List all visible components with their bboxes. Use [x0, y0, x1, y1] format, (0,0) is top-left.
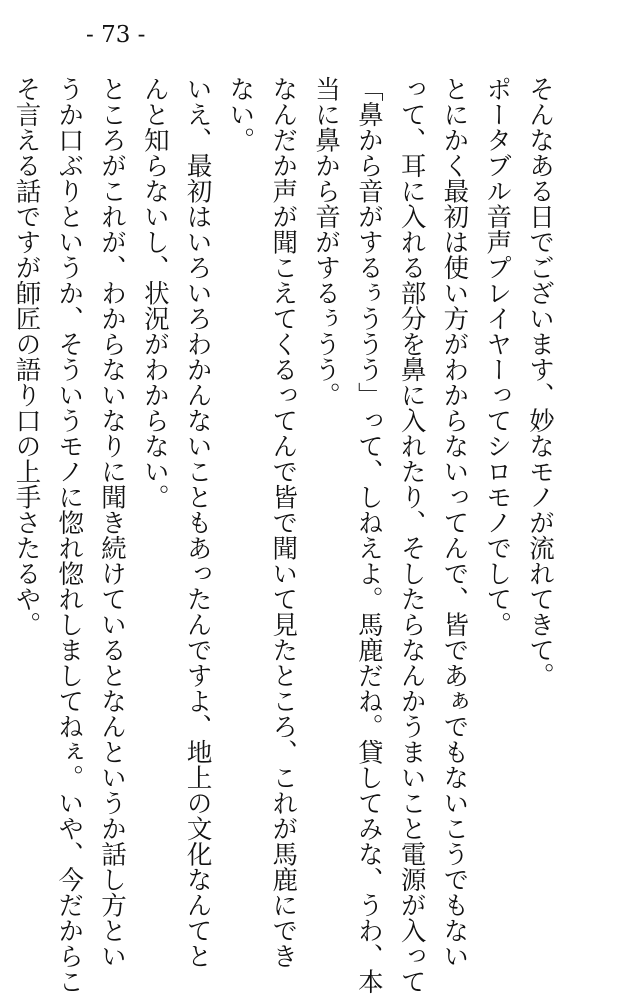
- text-line: んと知らないし、状況がわからない。: [139, 76, 170, 510]
- text-line: いえ、最初はいろいろわかんないこともあったんですよ、地上の文化なんてと: [182, 76, 213, 969]
- text-line: 当に鼻から音がするぅうう。: [311, 76, 342, 408]
- page-number: - 73 -: [86, 22, 146, 48]
- text-line: [0, 76, 5, 886]
- text-line: 「鼻から音がするぅううう」って、しねえよ。馬鹿だね。貸してみな、うわ、本: [353, 76, 384, 994]
- text-line: とにかく最初は使い方がわからないってんで、皆であぁでもないこうでもない: [439, 76, 470, 969]
- text-line: ない。: [225, 76, 256, 153]
- text-line: ポータブル音声プレイヤーってシロモノでして。: [482, 76, 513, 637]
- body-text: [0, 76, 561, 994]
- text-line: なんだか声が聞こえてくるってんで皆で聞いて見たところ、これが馬鹿にでき: [268, 76, 299, 969]
- text-line: そんなある日でございます、妙なモノが流れてきて。: [525, 76, 555, 688]
- text-line: ところがこれが、わからないなりに聞き続けているとなんというか話し方とい: [97, 76, 128, 969]
- text-line: って、耳に入れる部分を鼻に入れたり、そしたらなんかうまいこと電源が入って: [396, 76, 427, 994]
- text-line: そ言える話ですが師匠の語り口の上手さたるや。: [11, 76, 42, 637]
- text-line: うか口ぶりというか、そういうモノに惚れ惚れしましてねぇ。いや、今だからこ: [54, 76, 85, 994]
